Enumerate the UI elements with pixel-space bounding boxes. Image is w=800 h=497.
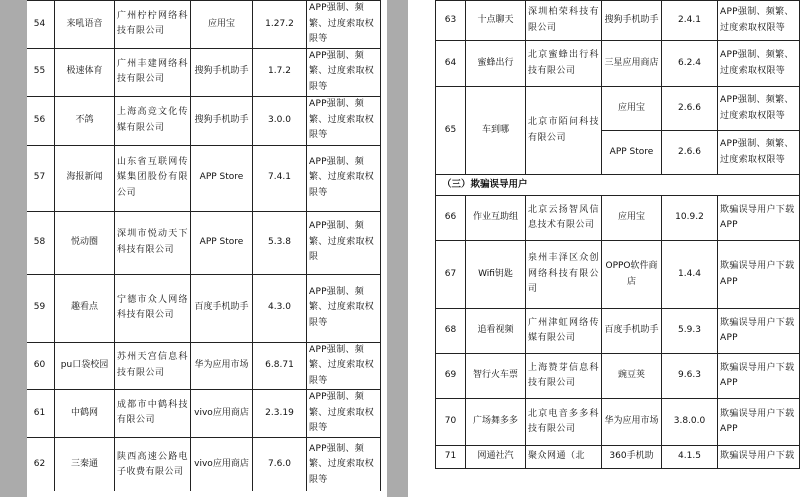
app-store: 豌豆荚 [602,354,662,399]
app-name: 悦动圈 [55,211,115,274]
row-number: 70 [436,399,466,446]
table-row [436,196,800,241]
company-name: 聚众网通（北 [526,446,602,469]
issue-description: APP强制、频繁、过度索取权限等 [718,87,800,131]
app-store: 应用宝 [191,1,253,49]
company-name: 广州津虹网络传媒有限公司 [526,309,602,354]
table-row [27,1,381,49]
app-version: 1.27.2 [253,1,307,49]
company-name: 成都市中鹤科技有限公司 [115,390,191,438]
issue-description: APP强制、频繁、过度索取权限等 [307,274,381,342]
app-version: 2.6.6 [662,87,718,131]
app-version: 6.2.4 [662,41,718,87]
table-row [436,241,800,309]
company-name: 广州丰建网络科技有限公司 [115,48,191,96]
company-name: 北京市陌问科技有限公司 [526,87,602,175]
issue-description: APP强制、频繁、过度索取权限等 [307,342,381,390]
app-store: vivo应用商店 [191,437,253,493]
row-number: 63 [436,1,466,41]
issue-description: APP强制、频繁、过度索取权限等 [307,48,381,96]
table-row [436,446,800,469]
issue-description: 欺骗误导用户下载APP [718,196,800,241]
app-name: 趣看点 [55,274,115,342]
section-header-row [436,175,800,196]
app-name: 作业互助组 [466,196,526,241]
app-store: 三星应用商店 [602,41,662,87]
app-store: 百度手机助手 [191,274,253,342]
app-version: 5.9.3 [662,309,718,354]
company-name: 上海高竞文化传媒有限公司 [115,96,191,145]
issue-description: 欺骗误导用户下载 [718,446,800,469]
issue-description: APP强制、频繁、过度索取权限等 [718,41,800,87]
company-name: 深圳市悦动天下科技有限公司 [115,211,191,274]
app-name: pu口袋校园 [55,342,115,390]
table-row [27,211,381,274]
app-version: 1.7.2 [253,48,307,96]
left-page [27,0,387,497]
issue-description: APP强制、频繁、过度索取权限等 [307,96,381,145]
app-store: 应用宝 [602,87,662,131]
app-name: 智行火车票 [466,354,526,399]
issue-description: 欺骗误导用户下载APP [718,354,800,399]
table-row [436,399,800,446]
app-version: 2.4.1 [662,1,718,41]
row-number: 54 [27,1,55,49]
app-version: 3.0.0 [253,96,307,145]
app-store: 华为应用市场 [191,342,253,390]
app-name: Wifi钥匙 [466,241,526,309]
row-number: 59 [27,274,55,342]
issue-description: APP强制、频繁、过度索取权限等 [307,1,381,49]
company-name: 陕西高速公路电子收费有限公司 [115,437,191,493]
app-version: 4.3.0 [253,274,307,342]
issue-description: APP强制、频繁、过度索取权限等 [718,1,800,41]
app-name: 不鸽 [55,96,115,145]
left-app-table [27,0,381,494]
app-name: 网通社汽 [466,446,526,469]
app-store: 搜狗手机助手 [191,48,253,96]
row-number: 57 [27,145,55,211]
row-number: 58 [27,211,55,274]
app-version: 2.3.19 [253,390,307,438]
table-row [27,274,381,342]
right-page [408,0,800,497]
app-version: 2.6.6 [662,131,718,175]
row-number: 67 [436,241,466,309]
app-name: 中鹤网 [55,390,115,438]
app-store: 搜狗手机助手 [602,1,662,41]
row-number: 64 [436,41,466,87]
table-row [27,342,381,390]
row-number: 71 [436,446,466,469]
app-name: 三秦通 [55,437,115,493]
app-version: 5.3.8 [253,211,307,274]
app-store: 百度手机助手 [602,309,662,354]
app-store: APP Store [191,145,253,211]
row-number: 55 [27,48,55,96]
table-row [436,354,800,399]
row-number: 62 [27,437,55,493]
app-store: APP Store [191,211,253,274]
table-row [27,145,381,211]
issue-description: APP强制、频繁、过度索取权限等 [718,131,800,175]
issue-description: 欺骗误导用户下载APP [718,241,800,309]
company-name: 苏州天宫信息科技有限公司 [115,342,191,390]
table-row [27,48,381,96]
issue-description: APP强制、频繁、过度索取权限等 [307,145,381,211]
app-version: 7.6.0 [253,437,307,493]
company-name: 广州柠柠网络科技有限公司 [115,1,191,49]
table-row [436,87,800,131]
issue-description: APP强制、频繁、过度索取权限等 [307,437,381,493]
app-store: 应用宝 [602,196,662,241]
row-number: 68 [436,309,466,354]
section-title: （三）欺骗误导用户 [436,175,800,196]
app-version: 4.1.5 [662,446,718,469]
issue-description: 欺骗误导用户下载APP [718,309,800,354]
table-row [436,41,800,87]
app-version: 6.8.71 [253,342,307,390]
table-row [27,390,381,438]
app-version: 7.4.1 [253,145,307,211]
app-store: APP Store [602,131,662,175]
issue-description: APP强制、频繁、过度索取权限等 [307,390,381,438]
app-store: 360手机助 [602,446,662,469]
app-version: 1.4.4 [662,241,718,309]
company-name: 北京电音多多科技有限公司 [526,399,602,446]
row-number: 65 [436,87,466,175]
table-row [436,1,800,41]
app-name: 十点聊天 [466,1,526,41]
app-store: 搜狗手机助手 [191,96,253,145]
app-name: 海报新闻 [55,145,115,211]
table-row [27,437,381,493]
app-store: OPPO软件商店 [602,241,662,309]
page-bottom-margin [27,491,387,497]
row-number: 60 [27,342,55,390]
issue-description: APP强制、频繁、过度索取权限 [307,211,381,274]
company-name: 北京蜜蜂出行科技有限公司 [526,41,602,87]
app-version: 3.8.0.0 [662,399,718,446]
row-number: 69 [436,354,466,399]
app-name: 广场舞多多 [466,399,526,446]
table-row [436,309,800,354]
issue-description: 欺骗误导用户下载APP [718,399,800,446]
row-number: 61 [27,390,55,438]
company-name: 上海赞芽信息科技有限公司 [526,354,602,399]
app-name: 追看视频 [466,309,526,354]
app-name: 车到哪 [466,87,526,175]
app-store: 华为应用市场 [602,399,662,446]
app-name: 蜜蜂出行 [466,41,526,87]
right-app-table [435,0,800,469]
app-name: 来吼语音 [55,1,115,49]
company-name: 北京云扬智风信息技术有限公司 [526,196,602,241]
app-name: 极速体育 [55,48,115,96]
company-name: 宁德市众人网络科技有限公司 [115,274,191,342]
page-bottom-margin [408,491,800,497]
company-name: 山东省互联网传媒集团股份有限公司 [115,145,191,211]
app-store: vivo应用商店 [191,390,253,438]
row-number: 66 [436,196,466,241]
row-number: 56 [27,96,55,145]
table-row [27,96,381,145]
company-name: 泉州丰泽区众创网络科技有限公司 [526,241,602,309]
app-version: 9.6.3 [662,354,718,399]
app-version: 10.9.2 [662,196,718,241]
company-name: 深圳柏荣科技有限公司 [526,1,602,41]
